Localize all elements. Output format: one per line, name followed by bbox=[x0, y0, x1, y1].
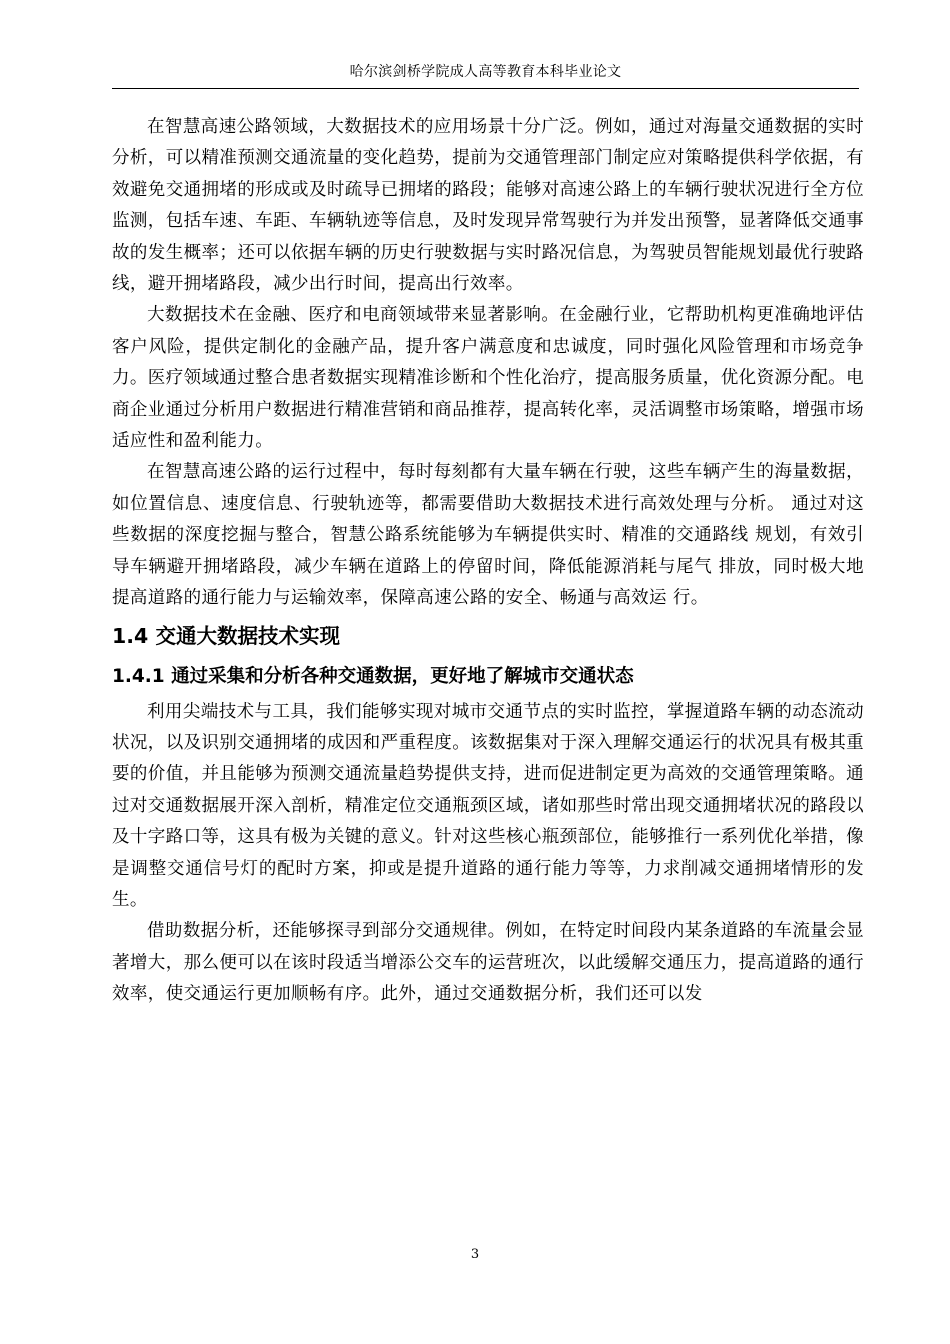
header-title: 哈尔滨剑桥学院成人高等教育本科毕业论文 bbox=[349, 64, 622, 80]
section-heading: 1.4 交通大数据技术实现 bbox=[112, 623, 340, 648]
subsection-heading: 1.4.1 通过采集和分析各种交通数据，更好地了解城市交通状态 bbox=[112, 665, 634, 687]
subsection-paragraph-1: 利用尖端技术与工具，我们能够实现对城市交通节点的实时监控，掌握道路车辆的动态流动状况，以及识别交通拥堵的成因和严重程度。该数据集对于深入理解交通运行的状况具有极其重要的价值，并且能够为预测交通流量趋势提供支持，进而促进制定更为高效的交通管理策略。通过对交通数据展开深入剖析，精准定位交通瓶颈区域，诸如那些时常出现交通拥堵状况的路段以及十字路口等，这具有极为关键的意义。针对这些核心瓶颈部位，能够推行一系列优化举措，像是调整交通信号灯的配时方案，抑或是提升道路的通行能力等等，力求削减交通拥堵情形的发生。 bbox=[112, 701, 864, 910]
body-paragraph-3: 在智慧高速公路的运行过程中，每时每刻都有大量车辆在行驶，这些车辆产生的海量数据，如位置信息、速度信息、行驶轨迹等，都需要借助大数据技术进行高效处理与分析。 通过对这些数据的深度挖掘与整合，智慧公路系统能够为车辆提供实时、精准的交通路线 规划，有效引导车辆避开拥堵路段，减少车辆在道路上的停留时间，降低能源消耗与尾气 排放，同时极大地提高道路的通行能力与运输效率，保障高速公路的安全、畅通与高效运 行。 bbox=[112, 462, 864, 609]
body-paragraph-1: 在智慧高速公路领域，大数据技术的应用场景十分广泛。例如，通过对海量交通数据的实时分析，可以精准预测交通流量的变化趋势，提前为交通管理部门制定应对策略提供科学依据，有效避免交通拥堵的形成或及时疏导已拥堵的路段；能够对高速公路上的车辆行驶状况进行全方位监测，包括车速、车距、车辆轨迹等信息，及时发现异常驾驶行为并发出预警，显著降低交通事故的发生概率；还可以依据车辆的历史行驶数据与实时路况信息，为驾驶员智能规划最优行驶路线，避开拥堵路段，减少出行时间，提高出行效率。 bbox=[112, 117, 864, 295]
page-header bbox=[112, 62, 859, 89]
page-number: 3 bbox=[470, 1247, 480, 1262]
page-body bbox=[112, 112, 864, 1011]
body-paragraph-2: 大数据技术在金融、医疗和电商领域带来显著影响。在金融行业，它帮助机构更准确地评估客户风险，提供定制化的金融产品，提升客户满意度和忠诚度，同时强化风险管理和市场竞争力。医疗领域通过整合患者数据实现精准诊断和个性化治疗，提高服务质量，优化资源分配。电商企业通过分析用户数据进行精准营销和商品推荐，提高转化率，灵活调整市场策略，增强市场适应性和盈利能力。 bbox=[112, 305, 864, 452]
subsection-paragraph-2: 借助数据分析，还能够探寻到部分交通规律。例如，在特定时间段内某条道路的车流量会显著增大，那么便可以在该时段适当增添公交车的运营班次，以此缓解交通压力，提高道路的通行效率，使交通运行更加顺畅有序。此外，通过交通数据分析，我们还可以发 bbox=[112, 921, 864, 1005]
